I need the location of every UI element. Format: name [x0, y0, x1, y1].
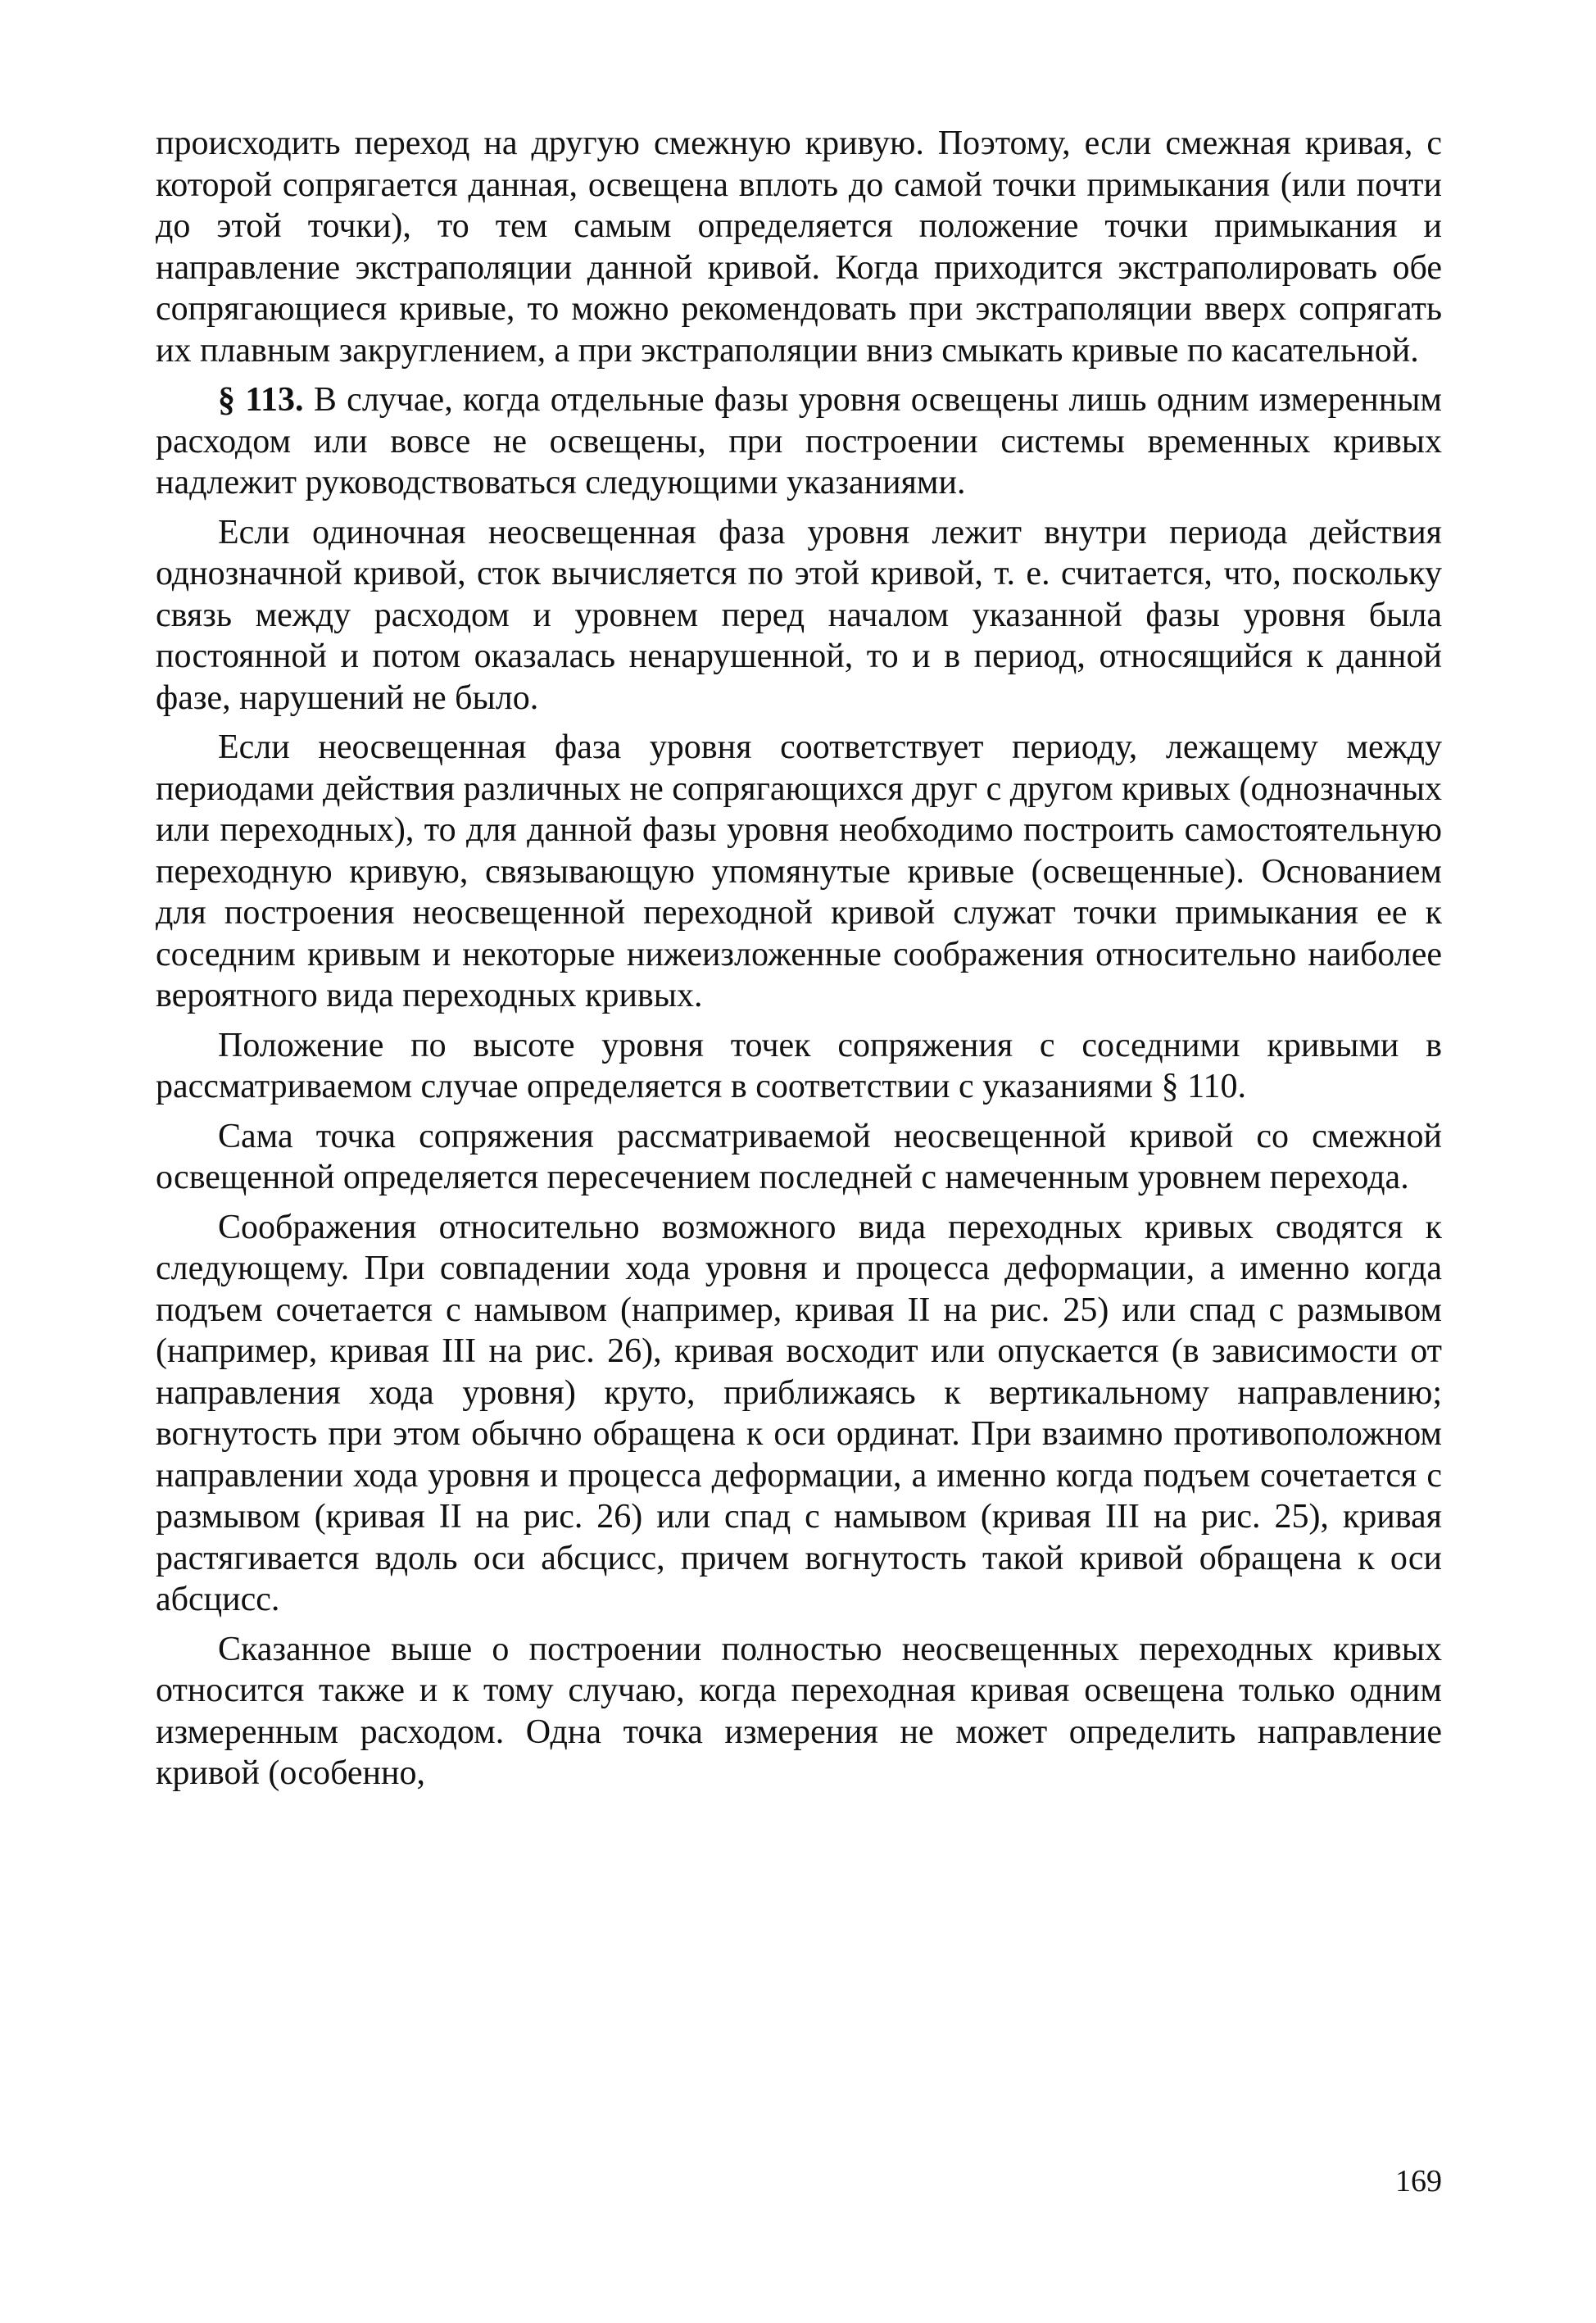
paragraph-3: Если одиночная неосвещенная фаза уровня лежит внутри периода действия однозначной кривой, сток вычисляется по этой кривой, т. е. считается, что, поскольку связь между расходом и уровнем перед началом указанной фазы уровня была постоянной и потом оказалась ненарушенной, то и в период, относящийся к данной фазе, нарушений не было. [156, 513, 1442, 717]
paragraph-6: Сама точка сопряжения рассматриваемой неосвещенной кривой со смежной освещенной определяется пересечением последней с намеченным уровнем перехода. [156, 1117, 1442, 1196]
paragraph-8: Сказанное выше о построении полностью неосвещенных переходных кривых относится также и к тому случаю, когда переходная кривая освещена только одним измеренным расходом. Одна точка измерения не может определить направление кривой (особенно, [156, 1630, 1442, 1792]
paragraph-7: Соображения относительно возможного вида переходных кривых сводятся к следующему. При совпадении хода уровня и процесса деформации, а именно когда подъем сочетается с намывом (например, кривая II на рис. 25) или спад с размывом (например, кривая III на рис. 26), кривая восходит или опускается (в зависимости от направления хода уровня) круто, приближаясь к вертикальному направлению; вогнутость при этом обычно обращена к оси ординат. При взаимно противоположном направлении хода уровня и процесса деформации, а именно когда подъем сочетается с размывом (кривая II на рис. 26) или спад с намывом (кривая III на рис. 25), кривая растягивается вдоль оси абсцисс, причем вогнутость такой кривой обращена к оси абсцисс. [156, 1208, 1442, 1618]
page-number: 169 [1395, 2164, 1442, 2198]
paragraph-1: происходить переход на другую смежную кривую. Поэтому, если смежная кривая, с которой сопрягается данная, освещена вплоть до самой точки примыкания (или почти до этой точки), то тем самым определяется положение точки примыкания и направление экстраполяции данной кривой. Когда приходится экстраполировать обе сопрягающиеся кривые, то можно рекомендовать при экстраполяции вверх сопрягать их плавным закруглением, а при экстраполяции вниз смыкать кривые по касательной. [156, 125, 1442, 370]
document-page [156, 123, 1442, 2270]
section-mark: § 113. [218, 381, 304, 419]
paragraph-5: Положение по высоте уровня точек сопряжения с соседними кривыми в рассматриваемом случае определяется в соответствии с указаниями § 110. [156, 1026, 1442, 1105]
paragraph-4: Если неосвещенная фаза уровня соответствует периоду, лежащему между периодами действия различных не сопрягающихся друг с другом кривых (однозначных или переходных), то для данной фазы уровня необходимо построить самостоятельную переходную кривую, связывающую упомянутые кривые (освещенные). Основанием для построения неосвещенной переходной кривой служат точки примыкания ее к соседним кривым и некоторые нижеизложенные соображения относительно наиболее вероятного вида переходных кривых. [156, 728, 1442, 1014]
paragraph-2-section-113 [156, 379, 1442, 504]
paragraph-2-text: В случае, когда отдельные фазы уровня освещены лишь одним измеренным расходом или вовсе не освещены, при построении системы временных кривых надлежит руководствоваться следующими указаниями. [156, 381, 1443, 501]
